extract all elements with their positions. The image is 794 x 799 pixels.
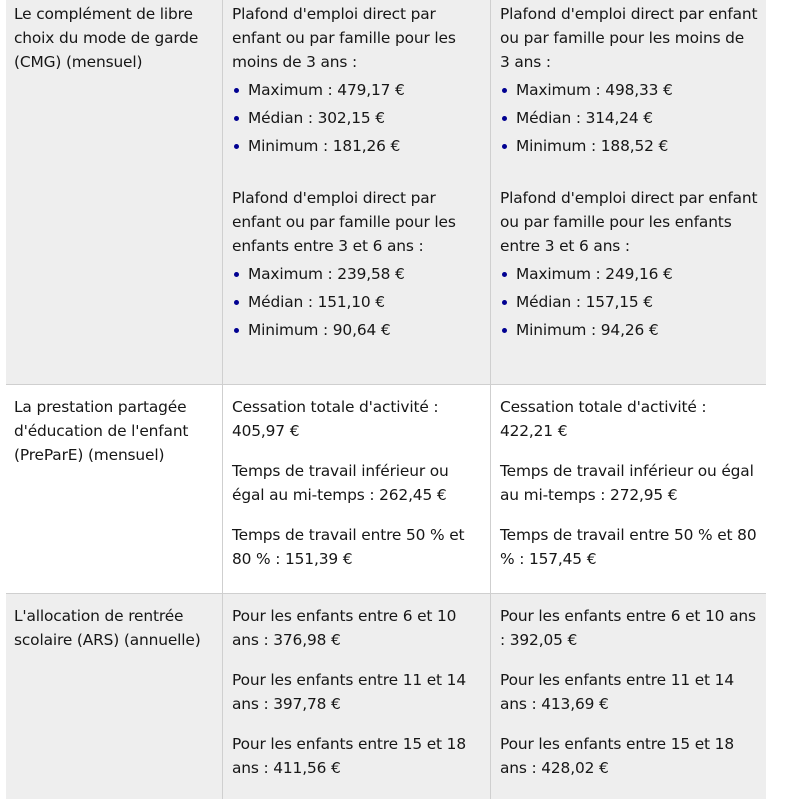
block-heading: Plafond d'emploi direct par enfant ou par famille pour les moins de 3 ans : [232, 5, 456, 71]
amount-paragraph: Pour les enfants entre 11 et 14 ans : 413,69 € [500, 671, 734, 713]
row-label: Le complément de libre choix du mode de garde (CMG) (mensuel) [14, 5, 199, 71]
list-item: Maximum : 249,16 € [500, 262, 758, 290]
block-heading: Plafond d'emploi direct par enfant ou par famille pour les enfants entre 3 et 6 ans : [500, 189, 758, 255]
list-item: Minimum : 90,64 € [232, 318, 482, 346]
amount-paragraph: Temps de travail inférieur ou égal au mi-temps : 262,45 € [232, 462, 449, 504]
amount-list [500, 78, 758, 162]
list-item: Maximum : 498,33 € [500, 78, 758, 106]
list-item: Médian : 151,10 € [232, 290, 482, 318]
row-label: La prestation partagée d'éducation de l'enfant (PreParE) (mensuel) [14, 398, 189, 464]
list-item: Médian : 157,15 € [500, 290, 758, 318]
block-heading: Plafond d'emploi direct par enfant ou par famille pour les moins de 3 ans : [500, 5, 758, 71]
amount-paragraph: Temps de travail inférieur ou égal au mi-temps : 272,95 € [500, 462, 754, 504]
amount-paragraph: Cessation totale d'activité : 405,97 € [232, 398, 439, 440]
list-item: Minimum : 181,26 € [232, 134, 482, 162]
block-heading: Plafond d'emploi direct par enfant ou par famille pour les enfants entre 3 et 6 ans : [232, 189, 456, 255]
amount-paragraph: Pour les enfants entre 6 et 10 ans : 376,98 € [232, 607, 457, 649]
list-item: Maximum : 239,58 € [232, 262, 482, 290]
list-item: Maximum : 479,17 € [232, 78, 482, 106]
amount-paragraph: Cessation totale d'activité : 422,21 € [500, 398, 707, 440]
amount-paragraph: Pour les enfants entre 15 et 18 ans : 411,56 € [232, 735, 466, 777]
row-label-cell [6, 0, 222, 384]
table-row-cmg [6, 0, 766, 384]
list-item: Médian : 314,24 € [500, 106, 758, 134]
table-row-prepare [6, 384, 766, 593]
row-label: L'allocation de rentrée scolaire (ARS) (annuelle) [14, 607, 201, 649]
row-label-cell [6, 594, 222, 799]
amount-list [500, 262, 758, 346]
amount-cell-col3 [490, 0, 766, 384]
amount-cell-col2 [222, 0, 490, 384]
list-item: Minimum : 188,52 € [500, 134, 758, 162]
amount-list [232, 78, 482, 162]
amount-paragraph: Pour les enfants entre 6 et 10 ans : 392,05 € [500, 607, 756, 649]
amount-paragraph: Pour les enfants entre 11 et 14 ans : 397,78 € [232, 671, 466, 713]
row-label-cell [6, 385, 222, 593]
amount-cell-col2 [222, 594, 490, 799]
list-item: Minimum : 94,26 € [500, 318, 758, 346]
amount-paragraph: Temps de travail entre 50 % et 80 % : 151,39 € [232, 526, 465, 568]
amount-cell-col3 [490, 594, 766, 799]
list-item: Médian : 302,15 € [232, 106, 482, 134]
amount-paragraph: Pour les enfants entre 15 et 18 ans : 428,02 € [500, 735, 734, 777]
amount-cell-col2 [222, 385, 490, 593]
table-row-ars [6, 593, 766, 799]
benefits-table [6, 0, 766, 799]
amount-list [232, 262, 482, 346]
amount-paragraph: Temps de travail entre 50 % et 80 % : 157,45 € [500, 526, 757, 568]
amount-cell-col3 [490, 385, 766, 593]
